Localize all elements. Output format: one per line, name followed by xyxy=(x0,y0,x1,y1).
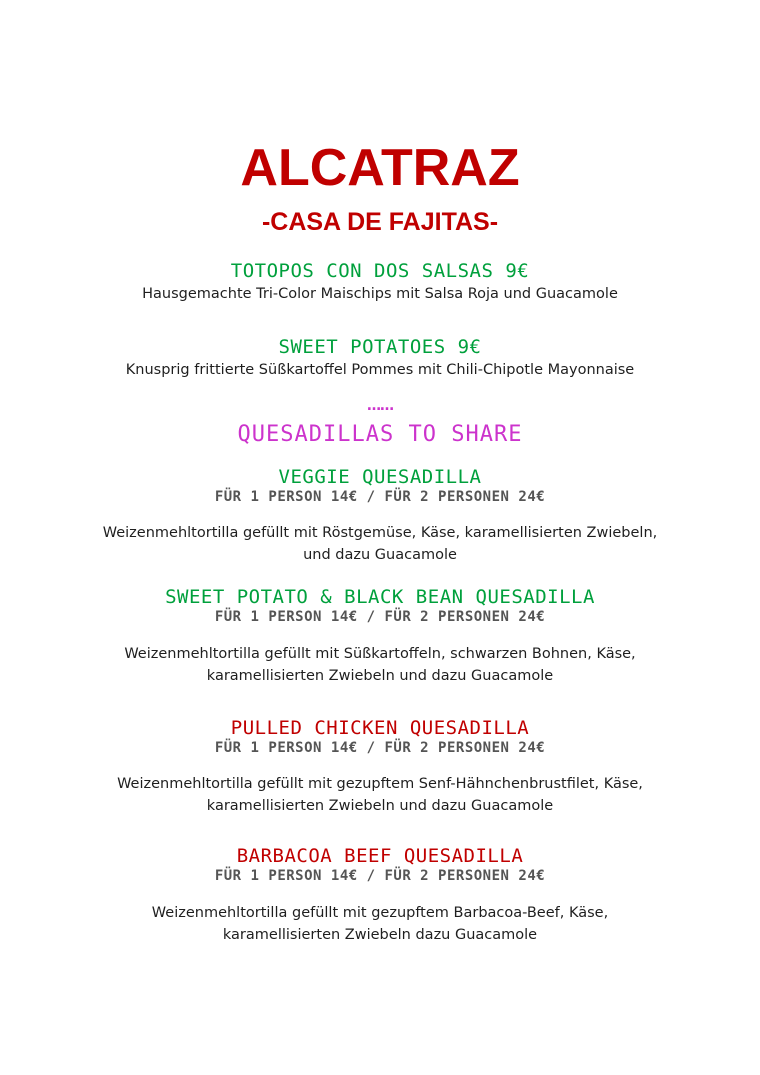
menu-item-name: BARBACOA BEEF QUESADILLA xyxy=(236,845,524,867)
menu-item-description: Weizenmehltortilla gefüllt mit gezupftem Barbacoa-Beef, Käse, xyxy=(151,905,609,921)
restaurant-title: ALCATRAZ xyxy=(240,139,520,197)
menu-item-description: karamellisierten Zwiebeln dazu Guacamole xyxy=(222,927,538,943)
menu-item-price: FÜR 1 PERSON 14€ / FÜR 2 PERSONEN 24€ xyxy=(214,740,546,756)
restaurant-subtitle: -CASA DE FAJITAS- xyxy=(261,208,499,236)
menu-item-description: Knusprig frittierte Süßkartoffel Pommes mit Chili-Chipotle Mayonnaise xyxy=(125,362,635,378)
menu-item-price: FÜR 1 PERSON 14€ / FÜR 2 PERSONEN 24€ xyxy=(214,609,546,625)
menu-item-price: FÜR 1 PERSON 14€ / FÜR 2 PERSONEN 24€ xyxy=(214,868,546,884)
menu-item-name: TOTOPOS CON DOS SALSAS 9€ xyxy=(230,260,530,282)
menu-item-description: und dazu Guacamole xyxy=(303,547,457,563)
menu-item-name: SWEET POTATOES 9€ xyxy=(278,336,482,358)
menu-item-name: PULLED CHICKEN QUESADILLA xyxy=(230,717,530,739)
menu-item-description: Weizenmehltortilla gefüllt mit gezupftem Senf-Hähnchenbrustfilet, Käse, xyxy=(117,776,643,792)
section-divider-dots: …… xyxy=(367,398,393,414)
menu-item-description: Weizenmehltortilla gefüllt mit Röstgemüse, Käse, karamellisierten Zwiebeln, xyxy=(102,525,658,541)
menu-item-description: Weizenmehltortilla gefüllt mit Süßkartoffeln, schwarzen Bohnen, Käse, xyxy=(124,646,636,662)
section-title: QUESADILLAS TO SHARE xyxy=(237,422,523,447)
menu-item-description: Hausgemachte Tri-Color Maischips mit Salsa Roja und Guacamole xyxy=(142,286,618,302)
menu-item-name: VEGGIE QUESADILLA xyxy=(278,466,482,488)
menu-item-price: FÜR 1 PERSON 14€ / FÜR 2 PERSONEN 24€ xyxy=(214,489,546,505)
menu-item-description: karamellisierten Zwiebeln und dazu Guacamole xyxy=(206,668,554,684)
menu-item-name: SWEET POTATO & BLACK BEAN QUESADILLA xyxy=(165,586,595,608)
menu-item-description: karamellisierten Zwiebeln und dazu Guacamole xyxy=(206,798,554,814)
